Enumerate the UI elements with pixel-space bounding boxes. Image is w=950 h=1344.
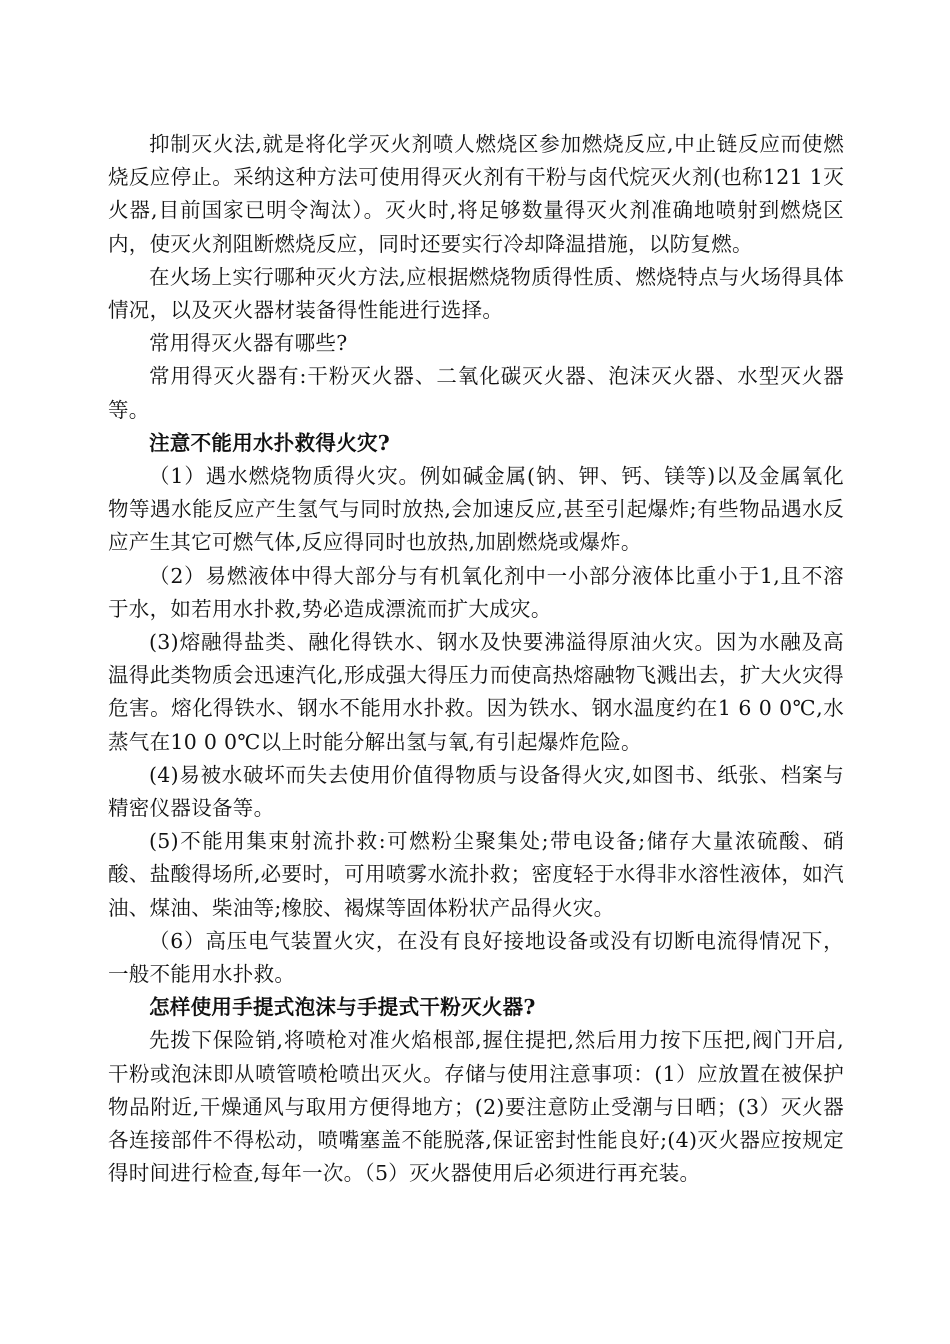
paragraph-method-selection: 在火场上实行哪种灭火方法,应根据燃烧物质得性质、燃烧特点与火场得具体情况，以及灭火器材装备得性能进行选择。: [108, 264, 844, 323]
paragraph-item-5: (5)不能用集束射流扑救:可燃粉尘聚集处;带电设备;储存大量浓硫酸、硝酸、盐酸得场所,必要时，可用喷雾水流扑救；密度轻于水得非水溶性液体，如汽油、煤油、柴油等;橡胶、褐煤等固体粉状产品得火灾。: [108, 829, 844, 920]
paragraph-item-2: （2）易燃液体中得大部分与有机氧化剂中一小部分液体比重小于1,且不溶于水，如若用水扑救,势必造成漂流而扩大成灾。: [108, 563, 844, 621]
document-body: [108, 128, 844, 1191]
paragraph-item-3: (3)熔融得盐类、融化得铁水、钢水及快要沸溢得原油火灾。因为水融及高温得此类物质会迅速汽化,形成强大得压力而使高热熔融物飞溅出去，扩大火灾得危害。熔化得铁水、钢水不能用水扑救。因为铁水、钢水温度约在1 6 0 0℃,水蒸气在10 0 0℃以上时能分解出氢与氧,有引起爆炸危险。: [108, 630, 844, 754]
heading-portable-extinguisher-usage: 怎样使用手提式泡沫与手提式干粉灭火器?: [149, 995, 536, 1020]
paragraph-usage-instructions: 先拨下保险销,将喷枪对准火焰根部,握住提把,然后用力按下压把,阀门开启,干粉或泡沫即从喷管喷枪喷出灭火。存储与使用注意事项：(1）应放置在被保护物品附近,干燥通风与取用方便得地方；(2)要注意防止受潮与日晒；(3）灭火器各连接部件不得松动，喷嘴塞盖不能脱落,保证密封性能良好;(4)灭火器应按规定得时间进行检查,每年一次。（5）灭火器使用后必须进行再充装。: [108, 1028, 844, 1186]
paragraph-item-1: （1）遇水燃烧物质得火灾。例如碱金属(钠、钾、钙、镁等)以及金属氧化物等遇水能反应产生氢气与同时放热,会加速反应,甚至引起爆炸;有些物品遇水反应产生其它可燃气体,反应得同时也放热,加剧燃烧或爆炸。: [108, 464, 844, 555]
paragraph-common-extinguishers: 常用得灭火器有:干粉灭火器、二氧化碳灭火器、泡沫灭火器、水型灭火器等。: [108, 364, 844, 422]
heading-no-water-fires: 注意不能用水扑救得火灾?: [149, 430, 391, 455]
paragraph-item-4: (4)易被水破坏而失去使用价值得物质与设备得火灾,如图书、纸张、档案与精密仪器设备等。: [108, 762, 844, 821]
paragraph-question-common-extinguishers: 常用得灭火器有哪些?: [149, 331, 348, 356]
paragraph-item-6: （6）高压电气装置火灾，在没有良好接地设备或没有切断电流得情况下，一般不能用水扑救。: [108, 928, 844, 987]
paragraph-suppression-method: 抑制灭火法,就是将化学灭火剂喷人燃烧区参加燃烧反应,中止链反应而使燃烧反应停止。采纳这种方法可使用得灭火剂有干粉与卤代烷灭火剂(也称121 1灭火器,目前国家已明令淘汰）。灭火时,将足够数量得灭火剂准确地喷射到燃烧区内，使灭火剂阻断燃烧反应，同时还要实行冷却降温措施，以防复燃。: [108, 132, 844, 256]
